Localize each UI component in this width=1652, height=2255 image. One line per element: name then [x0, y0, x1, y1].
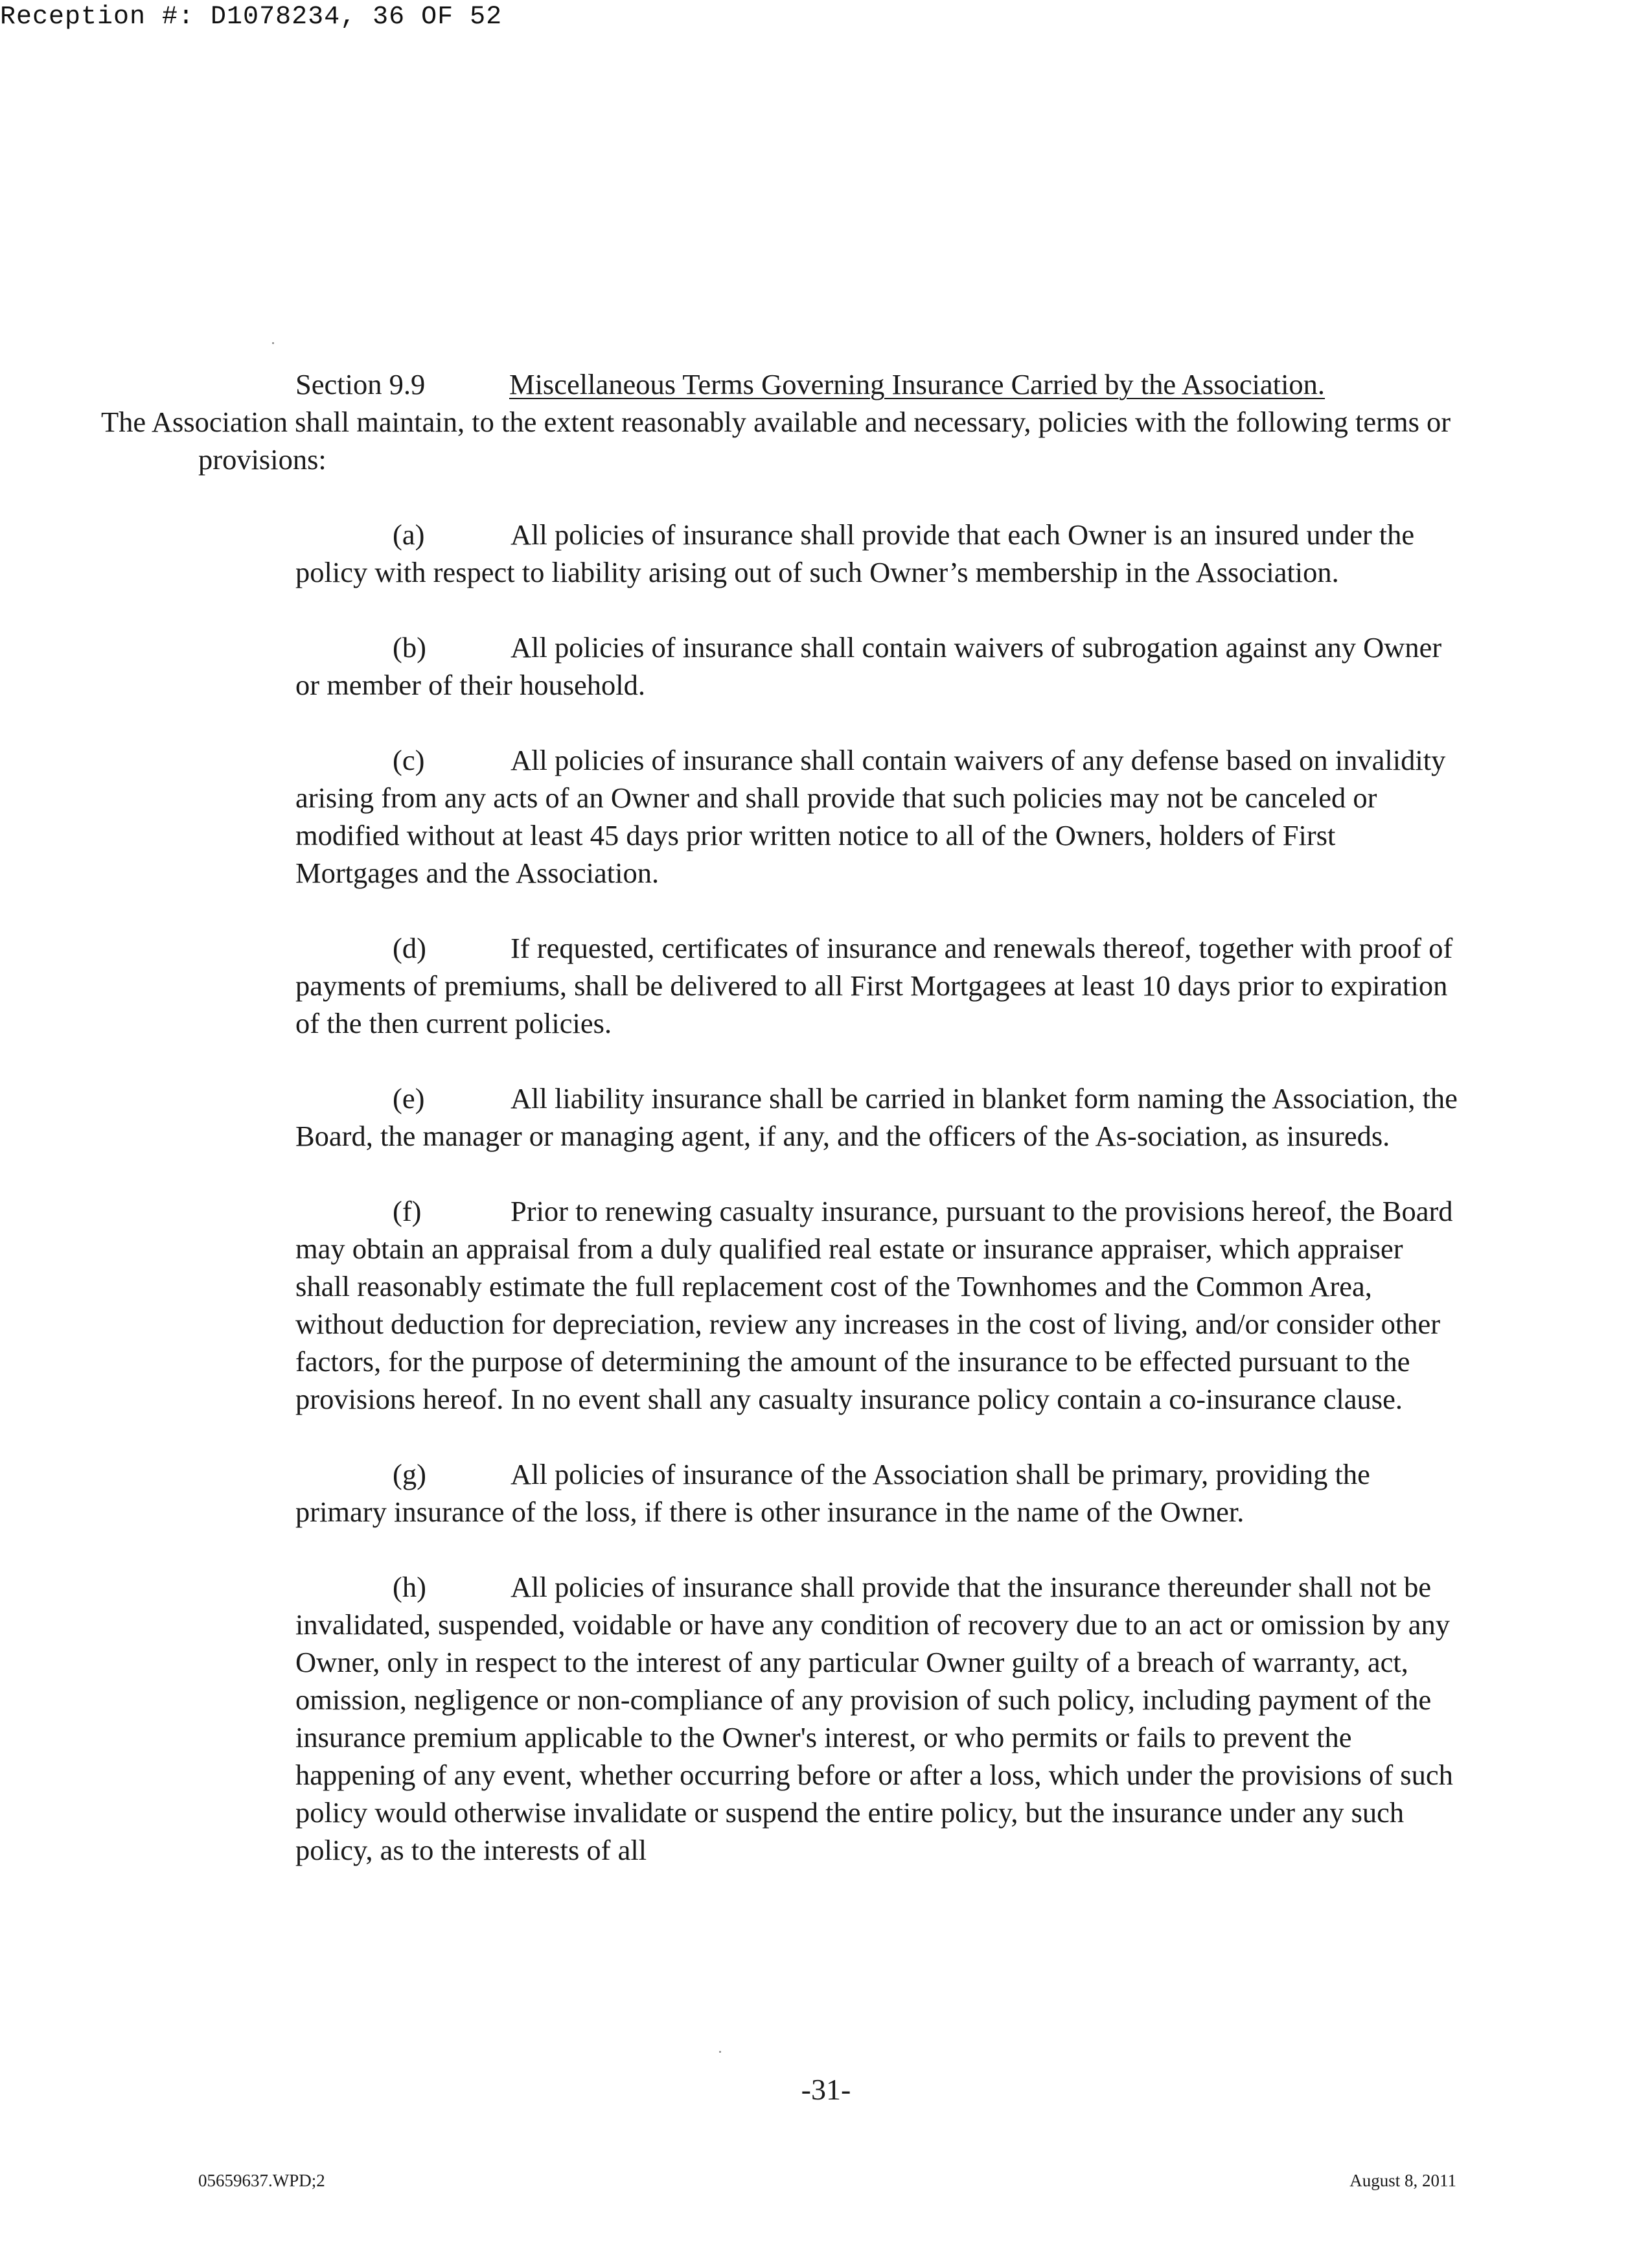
provision-text: All policies of insurance shall provide that the insurance thereunder shall not be invalidated, suspended, voidable or have any condition of recovery due to an act or omission by any Owner, only in respect to the interest of any particular Owner guilty of a breach of warranty, act, omission, negligence or non-compliance of any provision of such policy, including payment of the insurance premium applicable to the Owner's interest, or who permits or fails to prevent the happening of any event, whether occurring before or after a loss, which under the provisions of such policy would otherwise invalidate or suspend the entire policy, but the insurance under any such policy, as to the interests of all	[295, 1571, 1453, 1866]
provision-text: All policies of insurance shall provide that each Owner is an insured under the policy with respect to liability arising out of such Owner’s membership in the Association.	[295, 518, 1415, 588]
provision-text: All liability insurance shall be carried in blanket form naming the Association, the Board, the manager or managing agent, if any, and the officers of the As-sociation, as insureds.	[295, 1082, 1458, 1152]
provision-e	[295, 1080, 1462, 1155]
scan-speck	[272, 342, 274, 344]
provision-text: All policies of insurance shall contain waivers of any defense based on invalidity arising from any acts of an Owner and shall provide that such policies may not be canceled or modified without at least 45 days prior written notice to all of the Owners, holders of First Mortgages and the Association.	[295, 744, 1446, 889]
provision-label: (d)	[393, 932, 426, 964]
provision-label: (h)	[393, 1571, 426, 1603]
provision-label: (c)	[393, 744, 425, 776]
provision-text: All policies of insurance of the Association shall be primary, providing the primary insurance of the loss, if there is other insurance in the name of the Owner.	[295, 1458, 1370, 1528]
provision-f	[295, 1192, 1462, 1418]
scan-speck	[719, 2051, 721, 2053]
document-body	[101, 365, 1462, 516]
provision-g	[295, 1455, 1462, 1531]
reception-stamp: Reception #: D1078234, 36 OF 52	[0, 3, 503, 32]
section-title: Miscellaneous Terms Governing Insurance Carried by the Association.	[509, 368, 1325, 400]
provision-b	[295, 629, 1462, 704]
provision-a	[295, 516, 1462, 591]
section-heading-paragraph	[101, 365, 1462, 478]
section-intro: The Association shall maintain, to the extent reasonably available and necessary, policies with the following terms or provisions:	[101, 406, 1451, 476]
provision-label: (a)	[393, 518, 425, 551]
document-id: 05659637.WPD;2	[198, 2171, 325, 2190]
provision-label: (f)	[393, 1195, 422, 1227]
provision-text: If requested, certificates of insurance and renewals thereof, together with proof of payments of premiums, shall be delivered to all First Mortgagees at least 10 days prior to expiration of the then current policies.	[295, 932, 1453, 1039]
provision-label: (e)	[393, 1082, 425, 1115]
provision-h	[295, 1568, 1462, 1869]
page-number: -31-	[801, 2073, 851, 2106]
provision-label: (g)	[393, 1458, 426, 1490]
section-label: Section 9.9	[295, 368, 426, 400]
provision-text: All policies of insurance shall contain waivers of subrogation against any Owner or member of their household.	[295, 631, 1442, 701]
provision-c	[295, 741, 1462, 892]
provision-d	[295, 929, 1462, 1042]
document-date: August 8, 2011	[1349, 2171, 1456, 2190]
provisions-list	[198, 516, 1462, 1869]
provision-label: (b)	[393, 631, 426, 664]
provision-text: Prior to renewing casualty insurance, pursuant to the provisions hereof, the Board may obtain an appraisal from a duly qualified real estate or insurance appraiser, which appraiser shall reasonably estimate the full replacement cost of the Townhomes and the Common Area, without deduction for depreciation, review any increases in the cost of living, and/or consider other factors, for the purpose of determining the amount of the insurance to be effected pursuant to the provisions hereof. In no event shall any casualty insurance policy contain a co-insurance clause.	[295, 1195, 1453, 1415]
